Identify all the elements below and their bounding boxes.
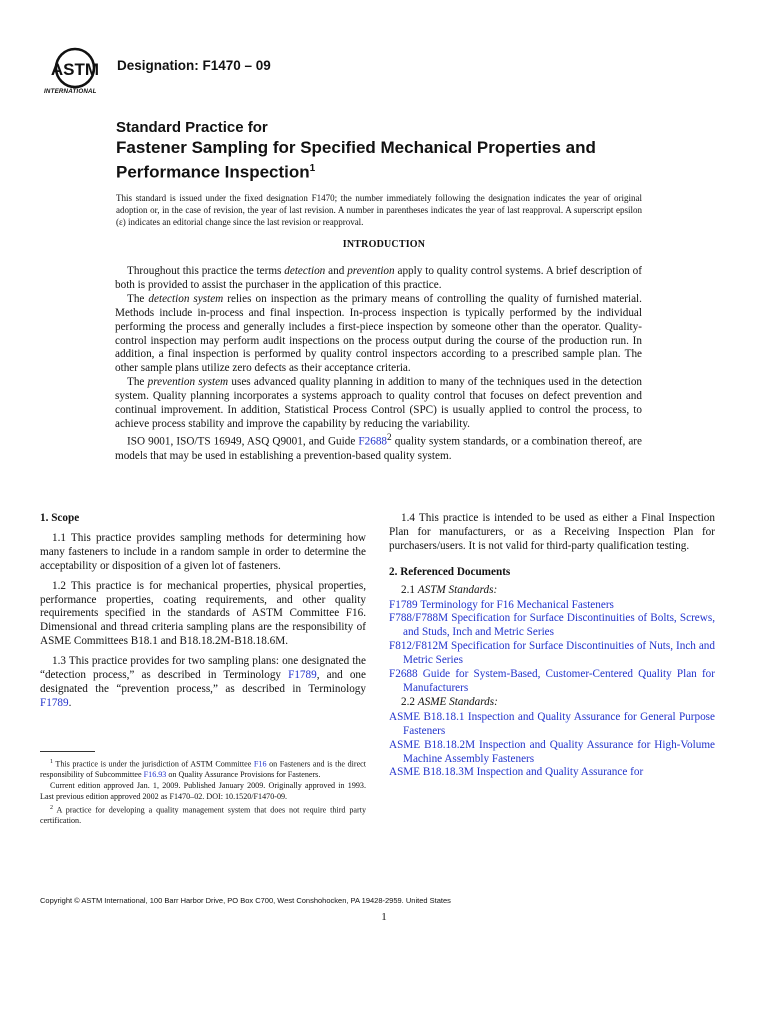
reference-code-link[interactable]: F2688 xyxy=(389,668,418,681)
reference-title[interactable]: Guide for System-Based, Customer-Centered Quality Plan for Manufacturers xyxy=(403,668,715,694)
astm-standards-list xyxy=(389,599,715,696)
reference-item[interactable] xyxy=(389,599,715,613)
reference-code-link[interactable]: F1789 xyxy=(389,598,418,611)
logo-label: INTERNATIONAL xyxy=(44,88,97,95)
intro-paragraph-2: The detection system relies on inspection as the primary means of controlling the quality of furnished material. Methods include in-process and final inspection. In-process inspection is typically performed by the individual performing the process and generally includes a first-piece inspection by someone other than the operator. Quality-control inspection may perform audit inspections on the process output during the course of the production run. In addition, a final inspection is performed by quality control inspectors according to a prescribed sample plan. The other sample plans utilize zero defects as their acceptance criteria. xyxy=(115,292,642,375)
issuance-note: This standard is issued under the fixed designation F1470; the number immediately following the designation indicates the year of original adoption or, in the case of revision, the year of last revision. A number in parentheses indicates the year of last reapproval. A superscript epsilon (ε) indicates an editorial change since the last revision or reapproval. xyxy=(116,193,642,228)
reference-code-link[interactable]: F788/F788M xyxy=(389,612,449,625)
footnote-ref-2[interactable]: 2 xyxy=(387,432,392,443)
title-line-2: Fastener Sampling for Specified Mechanical Properties and xyxy=(116,138,596,157)
asme-standards-list xyxy=(389,711,715,781)
reference-title[interactable]: Inspection and Quality Assurance for High-Volume Machine Assembly Fasteners xyxy=(403,738,715,765)
footnotes xyxy=(40,757,366,827)
title-line-1: Standard Practice for xyxy=(116,119,268,136)
clause-1-4: 1.4 This practice is intended to be used as either a Final Inspection Plan for manufacturers, or as a Receiving Inspection Plan for purchasers/users. It is not valid for third-party qualification testing. xyxy=(389,512,715,552)
title-line-3: Performance Inspection$^1$ xyxy=(116,162,316,182)
clause-1-1: 1.1 This practice provides sampling methods for determining how many fasteners to include in a random sample in order to determine the acceptability or disposition of a given lot of fasteners. xyxy=(40,531,366,572)
footnote-2: $^2$ A practice for developing a quality management system that does not require third party certification. xyxy=(40,804,366,826)
ref-link-f16[interactable]: F16 xyxy=(253,759,267,769)
intro-paragraph-4: ISO 9001, ISO/TS 16949, ASQ Q9001, and Guide F2688$^2$ quality system standards, or a combination thereof, are models that may be used in establishing a prevention-based quality system. xyxy=(115,432,642,462)
reference-code-link[interactable]: ASME B18.18.2M xyxy=(389,738,476,751)
reference-item[interactable] xyxy=(389,640,715,668)
ref-link-f2688[interactable]: F2688 xyxy=(358,435,388,448)
footnote-divider xyxy=(40,751,95,752)
reference-title[interactable]: Specification for Surface Discontinuities of Bolts, Screws, and Studs, Inch and Metric Series xyxy=(403,612,715,639)
reference-title[interactable]: Terminology for F16 Mechanical Fasteners xyxy=(417,598,614,611)
reference-code-link[interactable]: ASME B18.18.1 xyxy=(389,710,465,723)
reference-title[interactable]: Specification for Surface Discontinuities of Nuts, Inch and Metric Series xyxy=(403,640,715,667)
reference-item[interactable] xyxy=(389,711,715,739)
svg-text:ASTM: ASTM xyxy=(50,60,100,79)
page-number: 1 xyxy=(381,911,387,923)
right-column xyxy=(389,512,715,780)
footnote-1-edition: Current edition approved Jan. 1, 2009. Published January 2009. Originally approved in 1993. Last previous edition approved 2002 as F1470–02. DOI: 10.1520/F1470-09. xyxy=(40,781,366,802)
footnote-1: $^1$ This practice is under the jurisdiction of ASTM Committee F16 on Fasteners and is the direct responsibility of Subcommittee F16.93 on Quality Assurance Provisions for Fasteners. xyxy=(40,759,367,780)
ref-link-f1789[interactable]: F1789 xyxy=(40,696,69,709)
section-heading-referenced-documents: 2. Referenced Documents xyxy=(389,565,511,578)
title-footnote-mark[interactable]: 1 xyxy=(309,163,316,174)
intro-paragraph-1: Throughout this practice the terms detection and prevention apply to quality control systems. A brief description of both is provided to assist the purchaser in the application of this practice. xyxy=(115,265,642,291)
introduction-heading: INTRODUCTION xyxy=(342,239,426,250)
reference-item[interactable] xyxy=(389,612,715,640)
reference-title[interactable]: Inspection and Quality Assurance for xyxy=(473,766,644,779)
reference-title[interactable]: Inspection and Quality Assurance for General Purpose Fasteners xyxy=(403,710,715,737)
section-heading-scope: 1. Scope xyxy=(40,512,80,524)
clause-1-3: 1.3 This practice provides for two sampling plans: one designated the “detection process,” as described in Terminology F1789, and one designated the “prevention process,” as described in Terminology F1789. xyxy=(40,655,366,709)
reference-item[interactable] xyxy=(389,668,715,696)
ref-link-f16-93[interactable]: F16.93 xyxy=(143,770,167,780)
ref-link-f1789[interactable]: F1789 xyxy=(288,669,317,682)
reference-code-link[interactable]: ASME B18.18.3M xyxy=(389,766,474,779)
astm-standards-label: 2.1 ASTM Standards: xyxy=(401,583,498,596)
left-column xyxy=(40,512,366,717)
reference-item[interactable] xyxy=(389,739,715,767)
reference-item[interactable] xyxy=(389,766,715,780)
astm-logo xyxy=(42,44,108,100)
document-title xyxy=(116,119,676,183)
reference-code-link[interactable]: F812/F812M xyxy=(389,640,449,653)
intro-paragraph-3: The prevention system uses advanced quality planning in addition to many of the techniques used in the detection system. Quality planning incorporates a systems approach to quality control that focuses on defect prevention and continual improvement. In addition, Statistical Process Control (SPC) is usually applied to control the process, to achieve process stability and improve the capability by reducing the variability. xyxy=(115,376,643,430)
asme-standards-label: 2.2 ASME Standards: xyxy=(401,695,498,708)
designation: Designation: F1470 – 09 xyxy=(117,58,271,73)
copyright-notice: Copyright © ASTM International, 100 Barr Harbor Drive, PO Box C700, West Conshohocken, PA 19428-2959. United States xyxy=(40,896,451,905)
introduction-body xyxy=(115,265,642,463)
clause-1-2: 1.2 This practice is for mechanical properties, physical properties, performance properties, coating requirements, and other quality requirements specified in the standards of ASTM Committee F16. Dimensional and thread criteria sampling plans are the responsibility of ASME Committees B18.1 and B18.18.2M-B18.18.6M. xyxy=(40,579,366,648)
